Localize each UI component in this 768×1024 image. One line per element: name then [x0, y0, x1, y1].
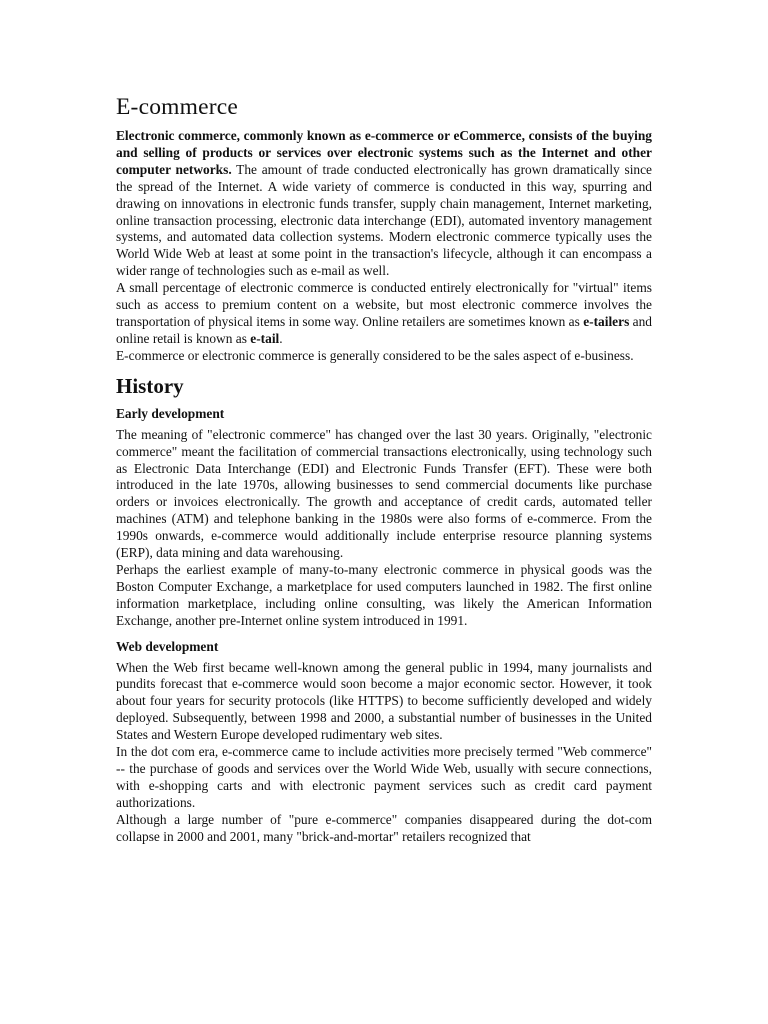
- web-development-heading: Web development: [116, 638, 219, 654]
- etail-text-b: and online retail is known as: [116, 313, 652, 346]
- early-development-heading: Early development: [116, 405, 225, 421]
- intro-bold-lead: Electronic commerce, commonly known as e-commerce or eCommerce, consists of the buying and selling of products or services over electronic systems such as the Internet and other computer networks.: [116, 128, 652, 177]
- page-title: E-commerce: [116, 94, 239, 120]
- etail-term: e-tail: [250, 330, 280, 346]
- etail-text-a: A small percentage of electronic commerce is conducted entirely electronically for "virtual" items such as access to premium content on a website, but most electronic commerce involves the transportation of physical items in some way. Online retailers are sometimes known as: [116, 280, 652, 329]
- document-page: [116, 92, 652, 846]
- ebusiness-paragraph: E-commerce or electronic commerce is generally considered to be the sales aspect of e-business.: [116, 347, 634, 363]
- web-development-paragraph-3: Although a large number of "pure e-commerce" companies disappeared during the dot-com collapse in 2000 and 2001, many "brick-and-mortar" retailers recognized that: [116, 811, 652, 844]
- intro-rest: The amount of trade conducted electronically has grown dramatically since the spread of the Internet. A wide variety of commerce is conducted in this way, spurring and drawing on innovations in electronic funds transfer, supply chain management, Internet marketing, online transaction processing, electronic data interchange (EDI), automated inventory management systems, and automated data collection systems. Modern electronic commerce typically uses the World Wide Web at least at some point in the transaction's lifecycle, although it can encompass a wider range of technologies such as e-mail as well.: [116, 161, 652, 279]
- intro-paragraph: [116, 128, 652, 280]
- web-development-paragraph-2: In the dot com era, e-commerce came to include activities more precisely termed "Web commerce" -- the purchase of goods and services over the World Wide Web, usually with secure connections, with e-shopping carts and with electronic payment services such as credit card payment authorizations.: [116, 744, 652, 810]
- section-spacer: [116, 630, 652, 633]
- etailers-term: e-tailers: [583, 313, 630, 329]
- etail-paragraph: [116, 280, 652, 348]
- early-development-paragraph-1: The meaning of "electronic commerce" has changed over the last 30 years. Originally, "electronic commerce" meant the facilitation of commercial transactions electronically, using technology such as Electronic Data Interchange (EDI) and Electronic Funds Transfer (EFT). These were both introduced in the late 1970s, allowing businesses to send commercial documents like purchase orders or invoices electronically. The growth and acceptance of credit cards, automated teller machines (ATM) and telephone banking in the 1980s were also forms of e-commerce. From the 1990s onwards, e-commerce would additionally include enterprise resource planning systems (ERP), data mining and data warehousing.: [116, 426, 652, 561]
- history-heading: History: [116, 373, 184, 398]
- etail-text-c: .: [279, 330, 283, 346]
- web-development-paragraph-1: When the Web first became well-known among the general public in 1994, many journalists and pundits forecast that e-commerce would soon become a major economic sector. However, it took about four years for security protocols (like HTTPS) to become sufficiently developed and widely deployed. Subsequently, between 1998 and 2000, a substantial number of businesses in the United States and Western Europe developed rudimentary web sites.: [116, 659, 652, 743]
- early-development-paragraph-2: Perhaps the earliest example of many-to-many electronic commerce in physical goods was the Boston Computer Exchange, a marketplace for used computers launched in 1982. The first online information marketplace, including online consulting, was likely the American Information Exchange, another pre-Internet online system introduced in 1991.: [116, 561, 652, 628]
